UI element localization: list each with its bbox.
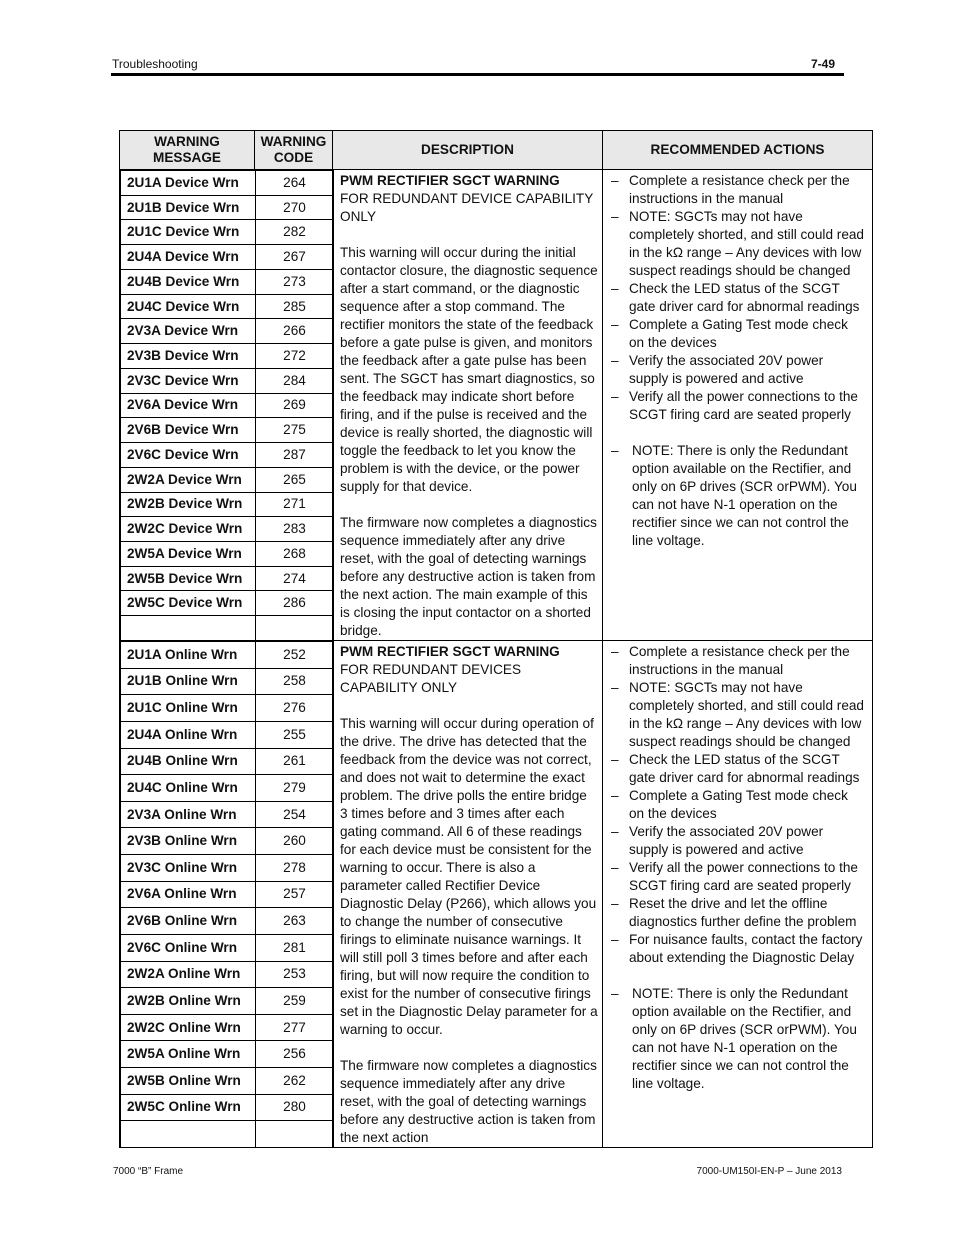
- table-row: [121, 542, 334, 567]
- action-list: [609, 643, 866, 1093]
- table-row: [121, 695, 334, 722]
- description-title: PWM RECTIFIER SGCT WARNING: [340, 644, 560, 659]
- table-row: [121, 775, 334, 802]
- warning-code: 268: [256, 542, 334, 567]
- warning-code: 264: [256, 171, 334, 196]
- warning-message: 2V3C Online Wrn: [121, 855, 256, 882]
- description-subtitle: FOR REDUNDANT DEVICE CAPABILITY ONLY: [340, 191, 594, 224]
- warning-message: 2U4B Device Wrn: [121, 269, 256, 294]
- table-row: [121, 269, 334, 294]
- table-group-online: [120, 641, 873, 1148]
- warning-code: 280: [256, 1094, 334, 1121]
- table-row: [121, 881, 334, 908]
- warning-message: 2V6A Device Wrn: [121, 393, 256, 418]
- warning-code: 261: [256, 748, 334, 775]
- warning-message: 2V6B Online Wrn: [121, 908, 256, 935]
- warning-message: 2W5C Device Wrn: [121, 591, 256, 616]
- warning-code: 281: [256, 934, 334, 961]
- warning-message: 2U1C Device Wrn: [121, 220, 256, 245]
- warning-code: 282: [256, 220, 334, 245]
- warning-rows-device: [120, 170, 334, 640]
- warning-message: 2U4C Device Wrn: [121, 294, 256, 319]
- description-subtitle: FOR REDUNDANT DEVICES CAPABILITY ONLY: [340, 662, 522, 695]
- warning-code: 267: [256, 245, 334, 270]
- description-paragraph: This warning will occur during operation of the drive. The drive has detected that the feedback from the device was not correct, and does not wait to determine the exact problem. The drive polls the entire bridge 3 times before and 3 times after each gating command. All 6 of these readings for each device must be consistent for the warning to occur. There is also a parameter called Rectifier Device Diagnostic Delay (P266), which allows you to change the number of consecutive firings to eliminate nuisance warnings. It will still poll 3 times before and after each firing, but will now require the condition to exist for the number of consecutive firings set in the Diagnostic Delay parameter for a warning to occur.: [340, 716, 598, 1037]
- table-row: [121, 1014, 334, 1041]
- action-item: – Verify the associated 20V power supply is powered and active: [609, 823, 866, 859]
- description-online: [333, 641, 603, 1148]
- warning-code: 271: [256, 492, 334, 517]
- action-item: – Complete a Gating Test mode check on the devices: [609, 316, 866, 352]
- table-row: [121, 668, 334, 695]
- table-row: [121, 642, 334, 669]
- action-list: [609, 172, 866, 550]
- warning-message: 2U1A Online Wrn: [121, 642, 256, 669]
- warning-code: 277: [256, 1014, 334, 1041]
- action-note: – NOTE: There is only the Redundant option available on the Rectifier, and only on 6P drives (SCR orPWM). You can not have N-1 operation on the rectifier since we can not control the line voltage.: [609, 985, 866, 1093]
- table-row: [121, 467, 334, 492]
- table-row: [121, 961, 334, 988]
- table-row: [121, 443, 334, 468]
- table-row: [121, 934, 334, 961]
- table-row: [121, 171, 334, 196]
- warning-code: 258: [256, 668, 334, 695]
- warning-code: 266: [256, 319, 334, 344]
- table-row: [121, 492, 334, 517]
- table-header-row: [120, 131, 873, 170]
- warning-message: 2W5A Device Wrn: [121, 542, 256, 567]
- warning-message: 2V6B Device Wrn: [121, 418, 256, 443]
- empty-cell: [256, 616, 334, 640]
- warning-code: 253: [256, 961, 334, 988]
- warning-message: 2V6C Online Wrn: [121, 934, 256, 961]
- warning-code: 283: [256, 517, 334, 542]
- description-paragraph: This warning will occur during the initial contactor closure, the diagnostic sequence after a start command, or the diagnostic sequence after a stop command. The rectifier monitors the state of the feedback before a gate pulse is given, and monitors the feedback after a gate pulse has been sent. The SGCT has smart diagnostics, so the feedback may indicate short before firing, and if the pulse is received and the device is really shorted, the diagnostic will toggle the feedback to let you know the problem is with the device, or the power supply for that device.: [340, 245, 598, 494]
- empty-row: [121, 1121, 334, 1147]
- warning-code: 259: [256, 988, 334, 1015]
- table-row: [121, 393, 334, 418]
- warning-message: 2W5B Device Wrn: [121, 566, 256, 591]
- table-group-device: [120, 170, 873, 641]
- warnings-table: [119, 130, 873, 1148]
- action-item: – Complete a resistance check per the instructions in the manual: [609, 643, 866, 679]
- table-row: [121, 517, 334, 542]
- action-item: – NOTE: SGCTs may not have completely shorted, and still could read in the kΩ range – Any devices with low suspect readings should be changed: [609, 208, 866, 280]
- actions-online: [603, 641, 873, 1148]
- warning-code: 270: [256, 195, 334, 220]
- table-row: [121, 855, 334, 882]
- table-row: [121, 721, 334, 748]
- header-rule: [111, 73, 844, 76]
- action-note: – NOTE: There is only the Redundant option available on the Rectifier, and only on 6P drives (SCR orPWM). You can not have N-1 operation on the rectifier since we can not control the line voltage.: [609, 442, 866, 550]
- warning-code: 265: [256, 467, 334, 492]
- table-row: [121, 566, 334, 591]
- col-header-warning-message: WARNING MESSAGE: [120, 131, 255, 170]
- warning-code: 252: [256, 642, 334, 669]
- warning-code: 287: [256, 443, 334, 468]
- table-row: [121, 195, 334, 220]
- action-item: – Complete a Gating Test mode check on the devices: [609, 787, 866, 823]
- warning-message: 2W2C Device Wrn: [121, 517, 256, 542]
- table-row: [121, 988, 334, 1015]
- table-row: [121, 828, 334, 855]
- description-title: PWM RECTIFIER SGCT WARNING: [340, 173, 560, 188]
- warning-code: 273: [256, 269, 334, 294]
- warning-code: 260: [256, 828, 334, 855]
- warning-rows-online: [120, 641, 334, 1147]
- table-row: [121, 801, 334, 828]
- warning-code: 275: [256, 418, 334, 443]
- warning-message: 2U4A Online Wrn: [121, 721, 256, 748]
- footer-publication: 7000-UM150I-EN-P – June 2013: [696, 1166, 842, 1177]
- header-section-title: Troubleshooting: [112, 57, 198, 71]
- warning-message: 2V3C Device Wrn: [121, 368, 256, 393]
- warning-code: 269: [256, 393, 334, 418]
- action-item: – Reset the drive and let the offline diagnostics further define the problem: [609, 895, 866, 931]
- empty-cell: [121, 1121, 256, 1147]
- table-row: [121, 1068, 334, 1095]
- action-item: – Complete a resistance check per the instructions in the manual: [609, 172, 866, 208]
- warning-message: 2W5B Online Wrn: [121, 1068, 256, 1095]
- warning-message: 2U1B Device Wrn: [121, 195, 256, 220]
- table-row: [121, 368, 334, 393]
- warning-code: 272: [256, 344, 334, 369]
- warning-code: 284: [256, 368, 334, 393]
- description-paragraph: The firmware now completes a diagnostics sequence immediately after any drive reset, with the goal of detecting warnings before any destructive action is taken from the next action. The main example of this is closing the input contactor on a shorted bridge.: [340, 515, 597, 638]
- warning-message: 2W5A Online Wrn: [121, 1041, 256, 1068]
- action-item: – For nuisance faults, contact the factory about extending the Diagnostic Delay: [609, 931, 866, 967]
- warning-code: 256: [256, 1041, 334, 1068]
- warning-code: 279: [256, 775, 334, 802]
- warning-message: 2W2A Online Wrn: [121, 961, 256, 988]
- warning-message: 2U1A Device Wrn: [121, 171, 256, 196]
- warning-message: 2V3A Device Wrn: [121, 319, 256, 344]
- col-header-description: DESCRIPTION: [333, 131, 603, 170]
- warning-code: 276: [256, 695, 334, 722]
- warning-message: 2U4C Online Wrn: [121, 775, 256, 802]
- table-row: [121, 418, 334, 443]
- warning-message: 2V6C Device Wrn: [121, 443, 256, 468]
- action-item: – Check the LED status of the SCGT gate driver card for abnormal readings: [609, 751, 866, 787]
- table-row: [121, 591, 334, 616]
- warning-message: 2W2B Online Wrn: [121, 988, 256, 1015]
- warning-message: 2W5C Online Wrn: [121, 1094, 256, 1121]
- col-header-recommended-actions: RECOMMENDED ACTIONS: [603, 131, 873, 170]
- warning-list-online: [120, 641, 333, 1148]
- table-row: [121, 908, 334, 935]
- warning-code: 254: [256, 801, 334, 828]
- warning-list-device: [120, 170, 333, 641]
- table-row: [121, 748, 334, 775]
- warning-code: 262: [256, 1068, 334, 1095]
- warning-message: 2V3B Device Wrn: [121, 344, 256, 369]
- warning-message: 2U1C Online Wrn: [121, 695, 256, 722]
- warning-code: 278: [256, 855, 334, 882]
- table-row: [121, 220, 334, 245]
- empty-cell: [121, 616, 256, 640]
- warning-message: 2W2A Device Wrn: [121, 467, 256, 492]
- table-row: [121, 344, 334, 369]
- col-header-warning-code: WARNING CODE: [255, 131, 333, 170]
- description-device: [333, 170, 603, 641]
- table-row: [121, 294, 334, 319]
- warning-message: 2V6A Online Wrn: [121, 881, 256, 908]
- table-row: [121, 319, 334, 344]
- warning-message: 2W2B Device Wrn: [121, 492, 256, 517]
- actions-device: [603, 170, 873, 641]
- action-item: – NOTE: SGCTs may not have completely shorted, and still could read in the kΩ range – Any devices with low suspect readings should be changed: [609, 679, 866, 751]
- warning-code: 263: [256, 908, 334, 935]
- warning-code: 274: [256, 566, 334, 591]
- action-item: – Verify the associated 20V power supply is powered and active: [609, 352, 866, 388]
- warning-code: 255: [256, 721, 334, 748]
- empty-row: [121, 616, 334, 640]
- table-row: [121, 1041, 334, 1068]
- warning-code: 257: [256, 881, 334, 908]
- warning-message: 2U4A Device Wrn: [121, 245, 256, 270]
- warning-message: 2U4B Online Wrn: [121, 748, 256, 775]
- table-row: [121, 1094, 334, 1121]
- footer-product: 7000 “B” Frame: [113, 1166, 184, 1177]
- header-page-number: 7-49: [810, 57, 835, 71]
- warning-message: 2W2C Online Wrn: [121, 1014, 256, 1041]
- action-item: – Verify all the power connections to the SCGT firing card are seated properly: [609, 388, 866, 424]
- action-item: – Check the LED status of the SCGT gate driver card for abnormal readings: [609, 280, 866, 316]
- warning-message: 2V3B Online Wrn: [121, 828, 256, 855]
- description-paragraph: The firmware now completes a diagnostics sequence immediately after any drive reset, with the goal of detecting warnings before any destructive action is taken from the next action: [340, 1058, 597, 1145]
- warning-message: 2V3A Online Wrn: [121, 801, 256, 828]
- empty-cell: [256, 1121, 334, 1147]
- action-item: – Verify all the power connections to the SCGT firing card are seated properly: [609, 859, 866, 895]
- warning-code: 286: [256, 591, 334, 616]
- warning-code: 285: [256, 294, 334, 319]
- warning-message: 2U1B Online Wrn: [121, 668, 256, 695]
- table-row: [121, 245, 334, 270]
